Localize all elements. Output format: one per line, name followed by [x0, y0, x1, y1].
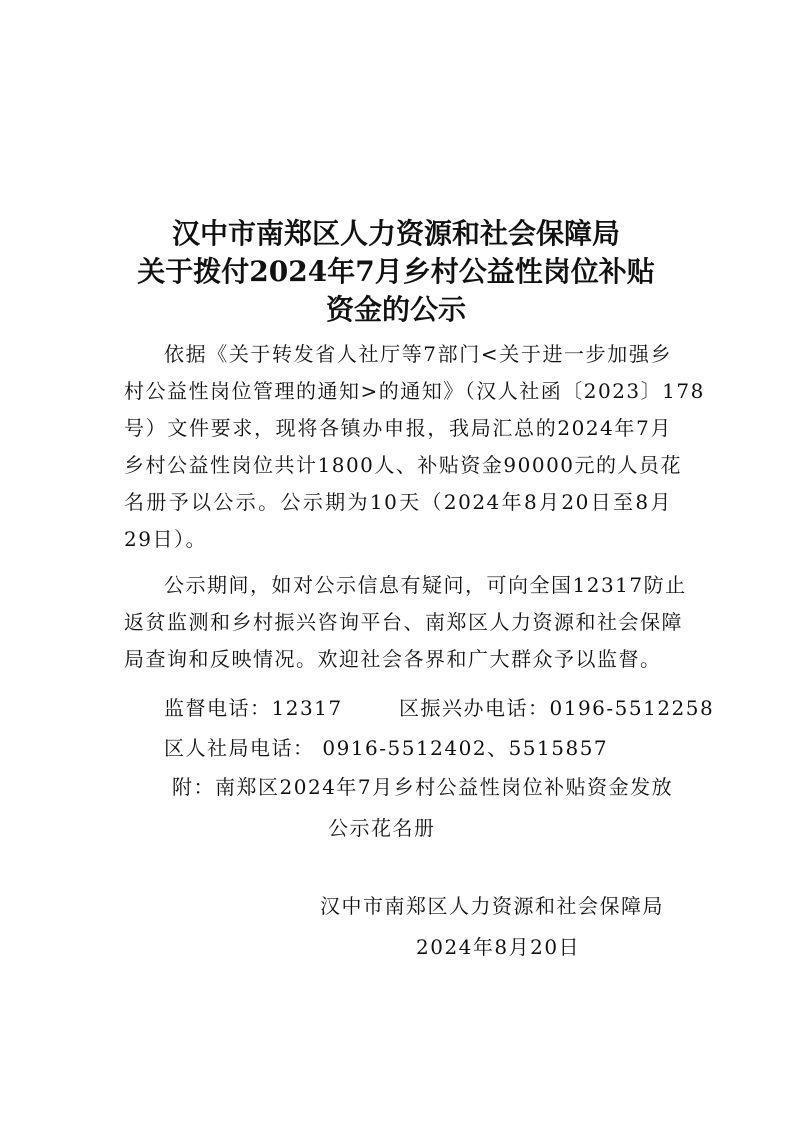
title-line-1: 汉中市南郑区人力资源和社会保障局 — [171, 217, 620, 250]
hr-bureau-phone: 区人社局电话： 0916-5512402、5515857 — [164, 736, 609, 760]
issue-date: 2024年8月20日 — [416, 935, 581, 959]
supervision-phone: 监督电话：12317 — [164, 696, 343, 720]
issuing-organization: 汉中市南郑区人力资源和社会保障局 — [320, 894, 664, 918]
paragraph-1-line: 乡村公益性岗位共计1800人、补贴资金90000元的人员花 — [124, 453, 683, 477]
paragraph-2-line: 返贫监测和乡村振兴咨询平台、南郑区人力资源和社会保障 — [124, 610, 683, 634]
paragraph-1-line: 依据《关于转发省人社厅等7部门<关于进一步加强乡 — [164, 342, 672, 366]
title-line-2: 关于拨付2024年7月乡村公益性岗位补贴 — [137, 255, 655, 288]
attachment-line-1: 附：南郑区2024年7月乡村公益性岗位补贴资金发放 — [172, 775, 674, 799]
phone-row — [164, 693, 715, 723]
attachment-line-2: 公示花名册 — [328, 816, 436, 840]
paragraph-1-line: 名册予以公示。公示期为10天（2024年8月20日至8月 — [124, 490, 672, 514]
paragraph-2-line: 局查询和反映情况。欢迎社会各界和广大群众予以监督。 — [124, 647, 662, 671]
paragraph-1-line: 号）文件要求，现将各镇办申报，我局汇总的2024年7月 — [124, 416, 672, 440]
paragraph-1-line: 村公益性岗位管理的通知>的通知》（汉人社函〔2023〕178 — [124, 379, 705, 403]
paragraph-2-line: 公示期间，如对公示信息有疑问，可向全国12317防止 — [164, 573, 687, 597]
rural-office-phone: 区振兴办电话：0196-5512258 — [399, 696, 715, 720]
title-line-3: 资金的公示 — [325, 293, 466, 326]
paragraph-1-line: 29日）。 — [124, 527, 207, 551]
